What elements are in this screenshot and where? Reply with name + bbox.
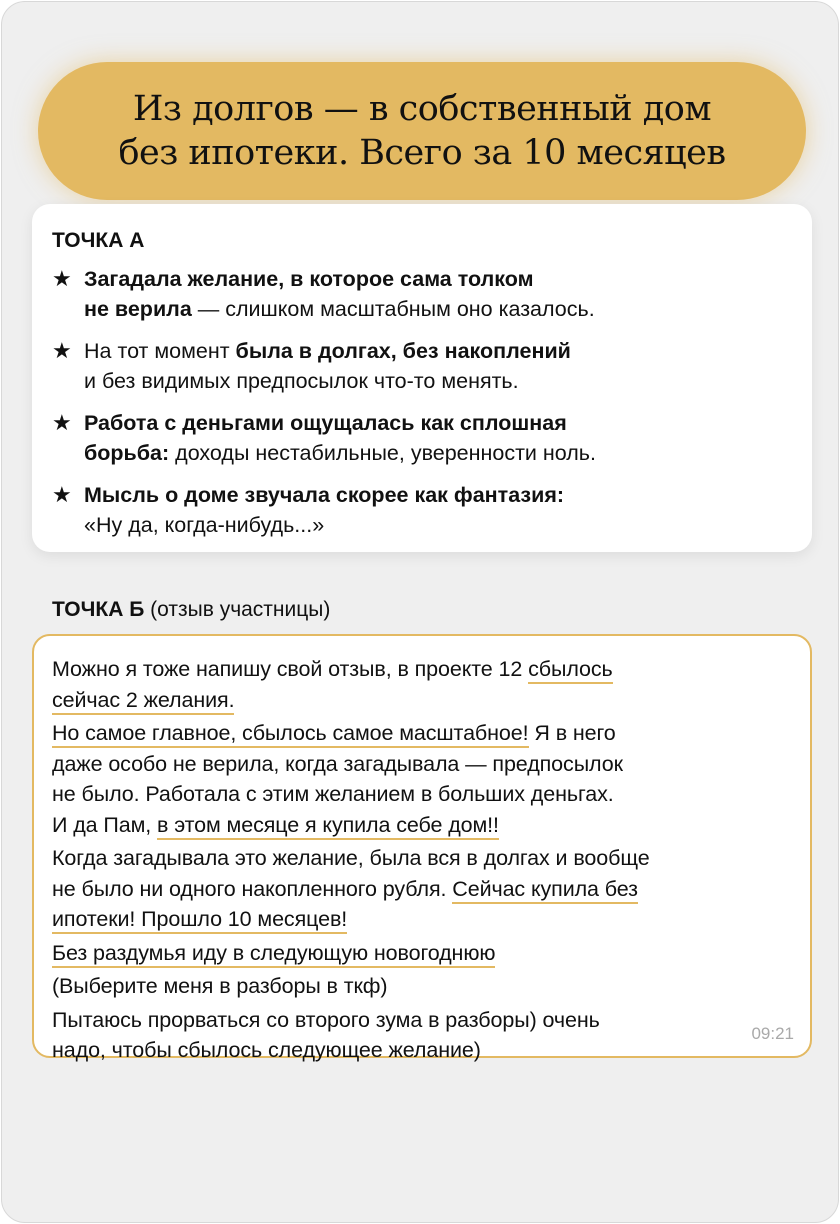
- text: и без видимых предпосылок что-то менять.: [84, 369, 519, 393]
- point-b-heading: [52, 598, 330, 622]
- text: «Ну да, когда-нибудь...»: [84, 513, 325, 537]
- highlighted-text: Сейчас купила без: [452, 877, 638, 904]
- text: Я в него: [528, 721, 616, 745]
- review-line: [52, 810, 650, 841]
- review-line: [52, 1035, 650, 1066]
- review-line: [52, 718, 650, 749]
- point-a-item-text: [84, 336, 571, 396]
- text: — слишком масштабным оно казалось.: [191, 297, 595, 321]
- review-line: [52, 843, 650, 874]
- text: доходы нестабильные, уверенности ноль.: [169, 441, 596, 465]
- bold-text: Работа с деньгами ощущалась как сплошная: [84, 411, 567, 435]
- review-line: [52, 904, 650, 935]
- highlighted-text: Без раздумья иду в следующую новогоднюю: [52, 941, 495, 968]
- text: Когда загадывала это желание, была вся в долгах и вообще: [52, 846, 650, 870]
- review-line: [52, 779, 650, 810]
- highlighted-text: Но самое главное, сбылось самое масштабное!: [52, 721, 529, 748]
- review-line: [52, 874, 650, 905]
- highlighted-text: ипотеки! Прошло 10 месяцев!: [52, 907, 347, 934]
- star-icon: ★: [52, 266, 72, 291]
- highlighted-text: сбылось: [528, 657, 613, 684]
- text: Пытаюсь прорваться со второго зума в разборы) очень: [52, 1007, 600, 1032]
- text: не было. Работала с этим желанием в больших деньгах.: [52, 782, 614, 806]
- text: Можно я тоже напишу свой отзыв, в проекте 12: [52, 657, 529, 681]
- title-line: без ипотеки. Всего за 10 месяцев: [118, 133, 726, 173]
- title-banner: [38, 62, 806, 200]
- point-b-note: (отзыв участницы): [144, 598, 331, 621]
- point-a-heading: ТОЧКА А: [52, 229, 145, 252]
- star-icon: ★: [52, 338, 72, 363]
- point-a-item-text: [84, 480, 564, 540]
- review-line: [52, 971, 650, 1002]
- bold-text: Мысль о доме звучала скорее как фантазия:: [84, 483, 565, 507]
- bold-text: не верила: [84, 297, 192, 321]
- review-line: [52, 654, 650, 685]
- review-text: [52, 654, 650, 1066]
- bold-text: Загадала желание, в которое сама толком: [84, 267, 534, 291]
- review-line: [52, 749, 650, 780]
- star-icon: ★: [52, 410, 72, 435]
- point-a-card: [32, 204, 812, 552]
- star-icon: ★: [52, 482, 72, 507]
- message-time: 09:21: [751, 1024, 794, 1043]
- text: даже особо не верила, когда загадывала — предпосылок: [52, 751, 623, 776]
- review-message: [32, 634, 812, 1062]
- bold-text: борьба:: [84, 441, 170, 465]
- point-a-item-text: [84, 408, 596, 468]
- bold-text: была в долгах, без накоплений: [235, 339, 571, 363]
- highlighted-text: сейчас 2 желания.: [52, 688, 234, 715]
- post-frame: [1, 1, 839, 1223]
- point-b-title: ТОЧКА Б: [52, 598, 145, 621]
- review-line: [52, 685, 650, 716]
- point-a-list: [52, 264, 802, 552]
- point-a-item-text: [84, 264, 595, 324]
- review-line: [52, 1005, 650, 1036]
- text: (Выберите меня в разборы в ткф): [52, 974, 388, 998]
- text: И да Пам,: [52, 812, 158, 837]
- point-a-item: [52, 480, 802, 540]
- review-line: [52, 938, 650, 969]
- point-a-item: [52, 336, 802, 396]
- text: надо, чтобы сбылось следующее желание): [52, 1038, 481, 1062]
- text: На тот момент: [84, 339, 236, 363]
- point-a-item: [52, 408, 802, 468]
- text: не было ни одного накопленного рубля.: [52, 876, 453, 901]
- point-a-item: [52, 264, 802, 324]
- highlighted-text: в этом месяце я купила себе дом!!: [157, 813, 499, 840]
- title-line: Из долгов — в собственный дом: [132, 89, 712, 129]
